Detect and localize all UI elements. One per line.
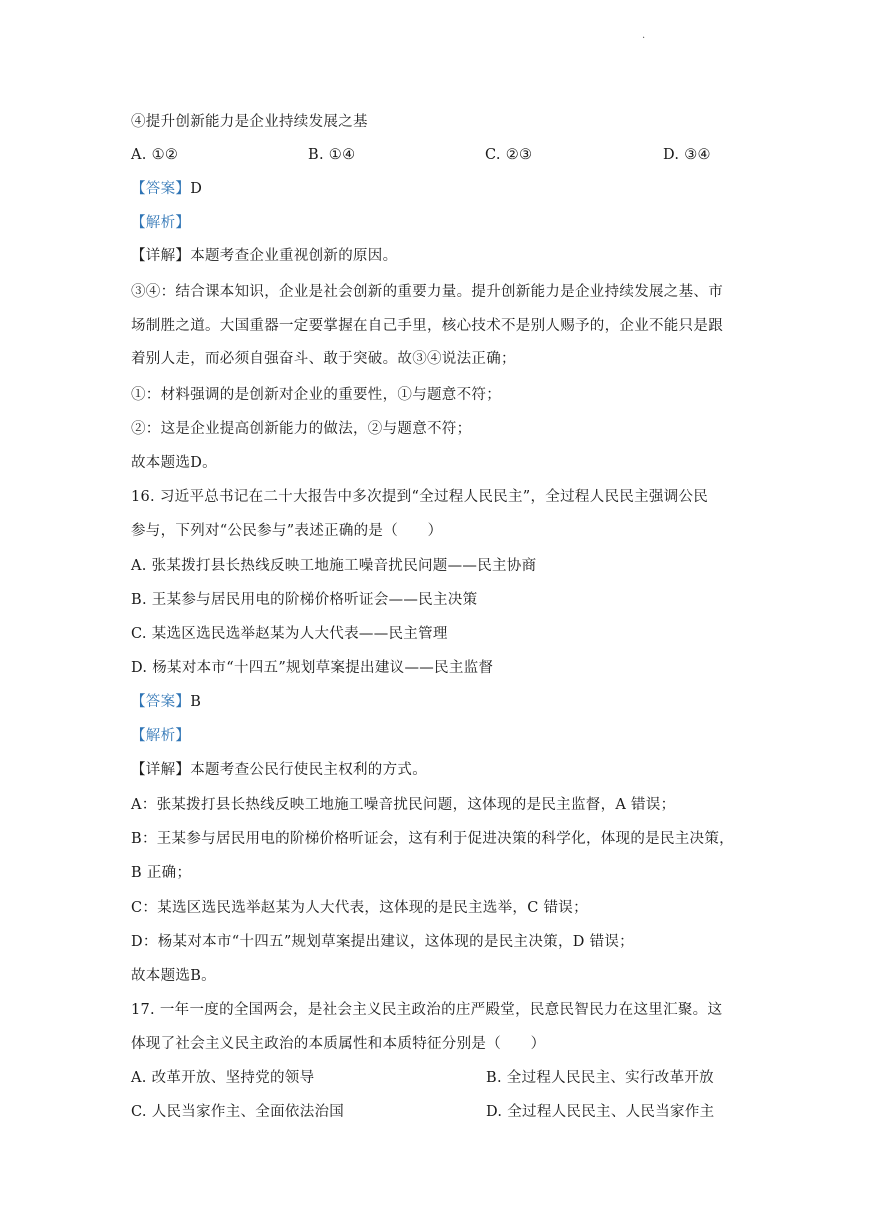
q16-option-c: C. 某选区选民选举赵某为人大代表——民主管理	[131, 626, 448, 642]
answer-value: B	[190, 694, 202, 710]
q17-option-b: B. 全过程人民民主、实行改革开放	[486, 1070, 714, 1086]
q15-answer	[131, 179, 202, 199]
q15-analysis-line: ②：这是企业提高创新能力的做法，②与题意不符；	[131, 421, 472, 437]
q15-analysis-tag: 【解析】	[131, 215, 191, 231]
q15-conclusion: 故本题选D。	[131, 455, 217, 471]
q15-option-d: D. ③④	[663, 147, 711, 163]
q16-stem-line: 16. 习近平总书记在二十大报告中多次提到“全过程人民民主”，全过程人民民主强调公民	[131, 489, 709, 505]
q15-option-c: C. ②③	[485, 147, 533, 163]
q17-option-c: C. 人民当家作主、全面依法治国	[131, 1104, 345, 1120]
q15-analysis-line: 着别人走，而必须自强奋斗、敢于突破。故③④说法正确；	[131, 351, 516, 367]
q15-stem-tail: ④提升创新能力是企业持续发展之基	[131, 114, 368, 130]
q16-answer	[131, 692, 201, 712]
q17-stem-line: 体现了社会主义民主政治的本质属性和本质特征分别是（ ）	[131, 1036, 546, 1052]
q16-conclusion: 故本题选B。	[131, 968, 216, 984]
q15-analysis-line: ①：材料强调的是创新对企业的重要性，①与题意不符；	[131, 387, 501, 403]
answer-value: D	[190, 181, 203, 197]
q17-stem-line: 17. 一年一度的全国两会，是社会主义民主政治的庄严殿堂，民意民智民力在这里汇聚。这	[131, 1002, 723, 1018]
q16-stem-line: 参与，下列对“公民参与”表述正确的是（ ）	[131, 523, 443, 539]
q16-analysis-line: B：王某参与居民用电的阶梯价格听证会，这有利于促进决策的科学化，体现的是民主决策，	[131, 831, 734, 847]
q15-option-b: B. ①④	[308, 147, 356, 163]
q16-detail: 【详解】本题考查公民行使民主权利的方式。	[131, 762, 427, 778]
q17-option-d: D. 全过程人民民主、人民当家作主	[486, 1104, 715, 1120]
q15-analysis-line: ③④：结合课本知识，企业是社会创新的重要力量。提升创新能力是企业持续发展之基、市	[131, 284, 723, 300]
answer-tag: 【答案】	[131, 694, 191, 710]
top-mark: .	[642, 30, 646, 41]
q15-option-a: A. ①②	[131, 147, 179, 163]
q16-analysis-line: D：杨某对本市“十四五”规划草案提出建议，这体现的是民主决策，D 错误；	[131, 934, 634, 950]
q16-analysis-line: C：某选区选民选举赵某为人大代表，这体现的是民主选举，C 错误；	[131, 900, 588, 916]
q15-analysis-line: 场制胜之道。大国重器一定要掌握在自己手里，核心技术不是别人赐予的，企业不能只是跟	[131, 318, 723, 334]
answer-tag: 【答案】	[131, 181, 191, 197]
q16-option-b: B. 王某参与居民用电的阶梯价格听证会——民主决策	[131, 592, 478, 608]
q17-option-a: A. 改革开放、坚持党的领导	[131, 1070, 315, 1086]
q16-analysis-tag: 【解析】	[131, 728, 191, 744]
q16-analysis-line: A：张某拨打县长热线反映工地施工噪音扰民问题，这体现的是民主监督，A 错误；	[131, 797, 676, 813]
q16-analysis-line: B 正确；	[131, 865, 192, 881]
q16-option-d: D. 杨某对本市“十四五”规划草案提出建议——民主监督	[131, 660, 494, 676]
q15-detail: 【详解】本题考查企业重视创新的原因。	[131, 248, 398, 264]
q16-option-a: A. 张某拨打县长热线反映工地施工噪音扰民问题——民主协商	[131, 558, 537, 574]
